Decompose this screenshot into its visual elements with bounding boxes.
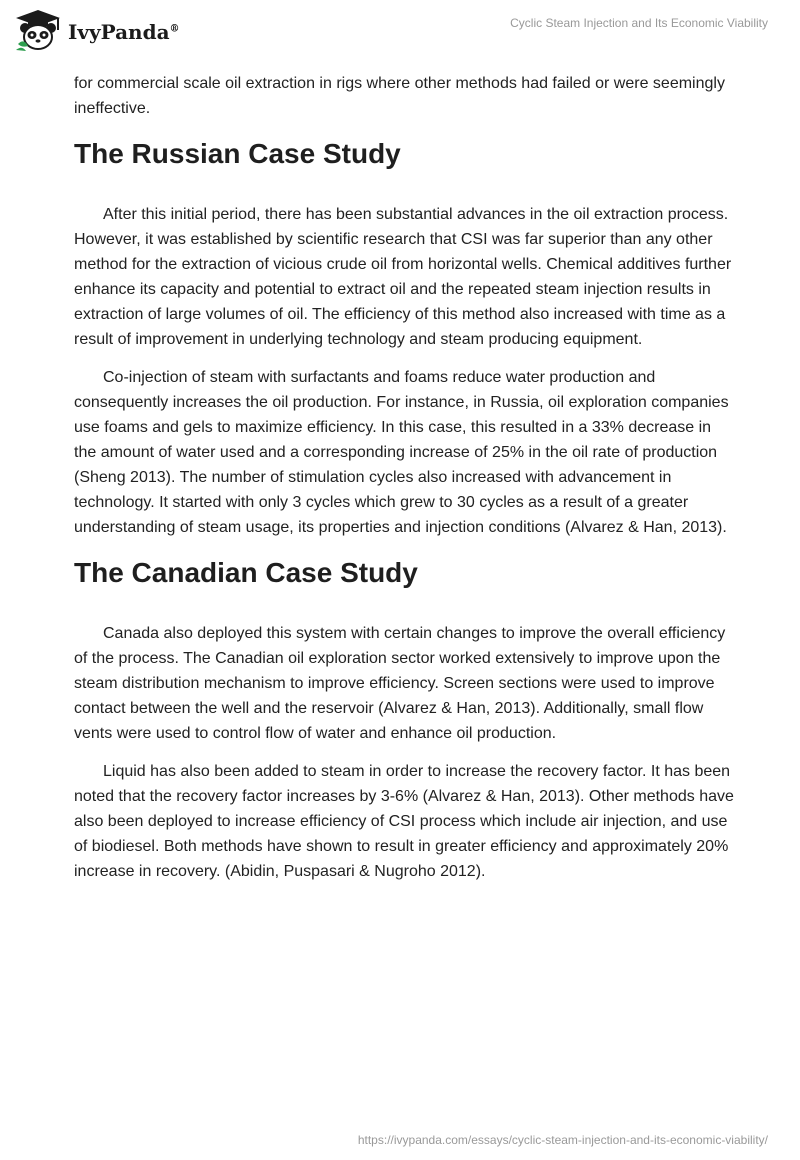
panda-graduate-icon xyxy=(14,8,62,52)
paragraph: Co-injection of steam with surfactants and foams reduce water production and consequently increases the oil production. For instance, in Russia, oil exploration companies use foams and gels to maximize efficiency. In this case, this resulted in a 33% decrease in the amount of water used and a corresponding increase of 25% in the oil rate of production (Sheng 2013). The number of stimulation cycles also increased with advancement in technology. It started with only 3 cycles which grew to 30 cycles as a result of a greater understanding of steam usage, its properties and injection conditions (Alvarez & Han, 2013). xyxy=(74,369,729,536)
paragraph: Liquid has also been added to steam in order to increase the recovery factor. It has been noted that the recovery factor increases by 3-6% (Alvarez & Han, 2013). Other methods have also been deployed to increase efficiency of CSI process which include air injection, and use of biodiesel. Both methods have shown to result in greater efficiency and approximately 20% increase in recovery. (Abidin, Puspasari & Nugroho 2012). xyxy=(74,763,734,880)
registered-mark: ® xyxy=(169,23,180,35)
paragraph: Canada also deployed this system with certain changes to improve the overall efficiency of the process. The Canadian oil exploration sector worked extensively to improve upon the steam distribution mechanism to improve efficiency. Screen sections were used to improve contact between the well and the reservoir (Alvarez & Han, 2013). Additionally, small flow vents were used to control flow of water and enhance oil production. xyxy=(74,625,726,742)
section-heading-canadian: The Canadian Case Study xyxy=(74,557,418,588)
paragraph: After this initial period, there has been substantial advances in the oil extraction process. However, it was established by scientific research that CSI was far superior than any other method for the extraction of vicious crude oil from horizontal wells. Chemical additives further enhance its capacity and potential to extract oil and the repeated steam injection results in extraction of large volumes of oil. The efficiency of this method also increased with time as a result of improvement in underlying technology and steam producing equipment. xyxy=(74,206,732,348)
page-header xyxy=(0,0,800,70)
article-body xyxy=(74,71,734,897)
source-url[interactable]: https://ivypanda.com/essays/cyclic-steam-injection-and-its-economic-viability/ xyxy=(357,1133,768,1147)
ivypanda-logo[interactable] xyxy=(14,8,180,52)
lead-paragraph: for commercial scale oil extraction in rigs where other methods had failed or were seemingly ineffective. xyxy=(74,75,725,117)
section-heading-russian: The Russian Case Study xyxy=(74,138,401,169)
brand-name: IvyPanda® xyxy=(68,20,180,44)
document-title: Cyclic Steam Injection and Its Economic Viability xyxy=(510,16,768,30)
